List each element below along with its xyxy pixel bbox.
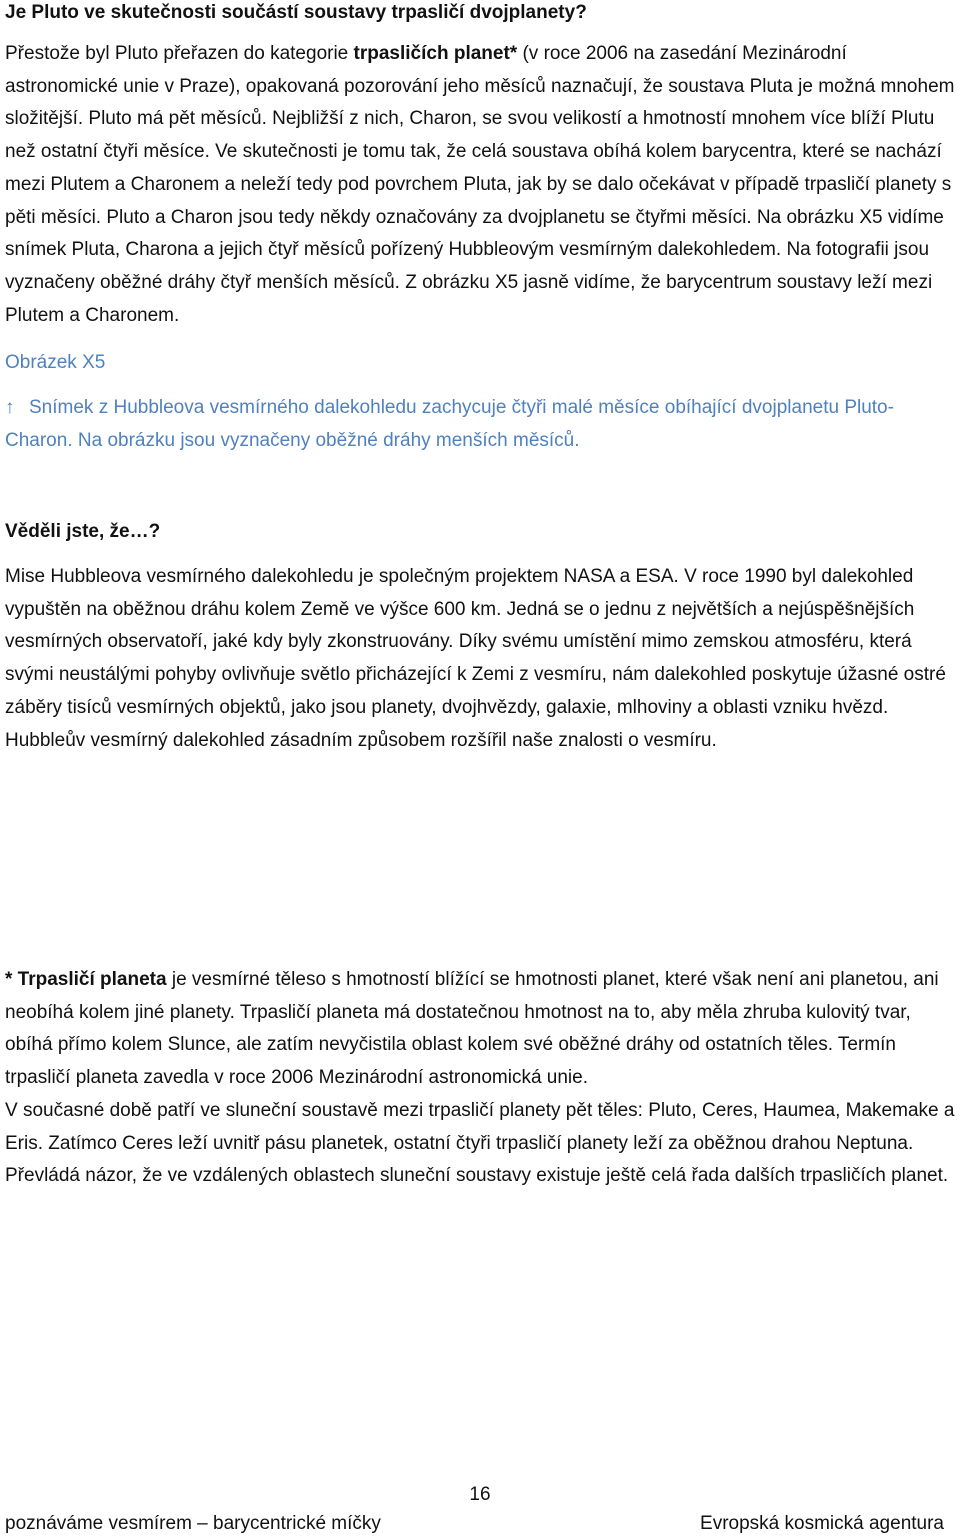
page-heading: Je Pluto ve skutečnosti součástí soustavy trpasličí dvojplanety? [5, 2, 587, 23]
intro-text-start: Přestože byl Pluto přeřazen do kategorie [5, 43, 354, 64]
page-number: 16 [469, 1484, 491, 1505]
footnote-text-1: je vesmírné těleso s hmotností blížící se hmotnosti planet, které však není ani planetou, ani neobíhá kolem jiné planety. Trpasličí planeta má dostatečnou hmotnost na to, aby měla zhruba kulovitý tvar, obíhá přímo kolem Slunce, ale zatím nevyčistila oblast kolem své oběžné dráhy od ostatních těles. Termín trpasličí planeta zavedla v roce 2006 Mezinárodní astronomická unie. [5, 969, 939, 1089]
footnote-paragraph [5, 964, 957, 1193]
footnote-bold-term: * Trpasličí planeta [5, 969, 167, 990]
intro-bold-term: trpasličích planet* [353, 43, 518, 64]
figure-caption-text: Snímek z Hubbleova vesmírného dalekohledu zachycuje čtyři malé měsíce obíhající dvojplanetu Pluto-Charon. Na obrázku jsou vyznačeny oběžné dráhy menších měsíců. [5, 397, 894, 451]
intro-paragraph [5, 38, 957, 332]
footer-right: Evropská kosmická agentura [700, 1513, 944, 1534]
did-you-know-paragraph: Mise Hubbleova vesmírného dalekohledu je společným projektem NASA a ESA. V roce 1990 byl dalekohled vypuštěn na oběžnou dráhu kolem Země ve výšce 600 km. Jedná se o jednu z největších a nejúspěšnějších vesmírných observatoří, jaké kdy byly zkonstruovány. Díky svému umístění mimo zemskou atmosféru, která svými neustálými pohyby ovlivňuje světlo přicházející k Zemi z vesmíru, nám dalekohled poskytuje úžasné ostré záběry tisíců vesmírných objektů, jako jsou planety, dvojhvězdy, galaxie, mlhoviny a oblasti vzniku hvězd. Hubbleův vesmírný dalekohled zásadním způsobem rozšířil naše znalosti o vesmíru. [5, 566, 946, 751]
footer-left: poznáváme vesmírem – barycentrické míčky [5, 1513, 381, 1534]
did-you-know-title: Věděli jste, že…? [5, 521, 161, 542]
footnote-text-2: V současné době patří ve sluneční soustavě mezi trpasličí planety pět těles: Pluto, Ceres, Haumea, Makemake a Eris. Zatímco Ceres leží uvnitř pásu planetek, ostatní čtyři trpasličí planety leží za oběžnou drahou Neptuna. Převládá názor, že ve vzdálených oblastech sluneční soustavy existuje ještě celá řada dalších trpasličích planet. [5, 1099, 955, 1187]
figure-caption [5, 391, 957, 457]
figure-title: Obrázek X5 [5, 352, 106, 373]
intro-text-rest: (v roce 2006 na zasedání Mezinárodní astronomické unie v Praze), opakovaná pozorování jeho měsíců naznačují, že soustava Pluta je možná mnohem složitější. Pluto má pět měsíců. Nejbližší z nich, Charon, se svou velikostí a hmotností mnohem více blíží Plutu než ostatní čtyři měsíce. Ve skutečnosti je tomu tak, že celá soustava obíhá kolem barycentra, které se nachází mezi Plutem a Charonem a neleží tedy pod povrchem Pluta, jak by se dalo očekávat v případě trpasličí planety s pěti měsíci. Pluto a Charon jsou tedy někdy označovány za dvojplanetu se čtyřmi měsíci. Na obrázku X5 vidíme snímek Pluta, Charona a jejich čtyř měsíců pořízený Hubbleovým vesmírným dalekohledem. Na fotografii jsou vyznačeny oběžné dráhy čtyř menších měsíců. Z obrázku X5 jasně vidíme, že barycentrum soustavy leží mezi Plutem a Charonem. [5, 43, 955, 326]
arrow-up-icon: ↑ [5, 397, 15, 418]
